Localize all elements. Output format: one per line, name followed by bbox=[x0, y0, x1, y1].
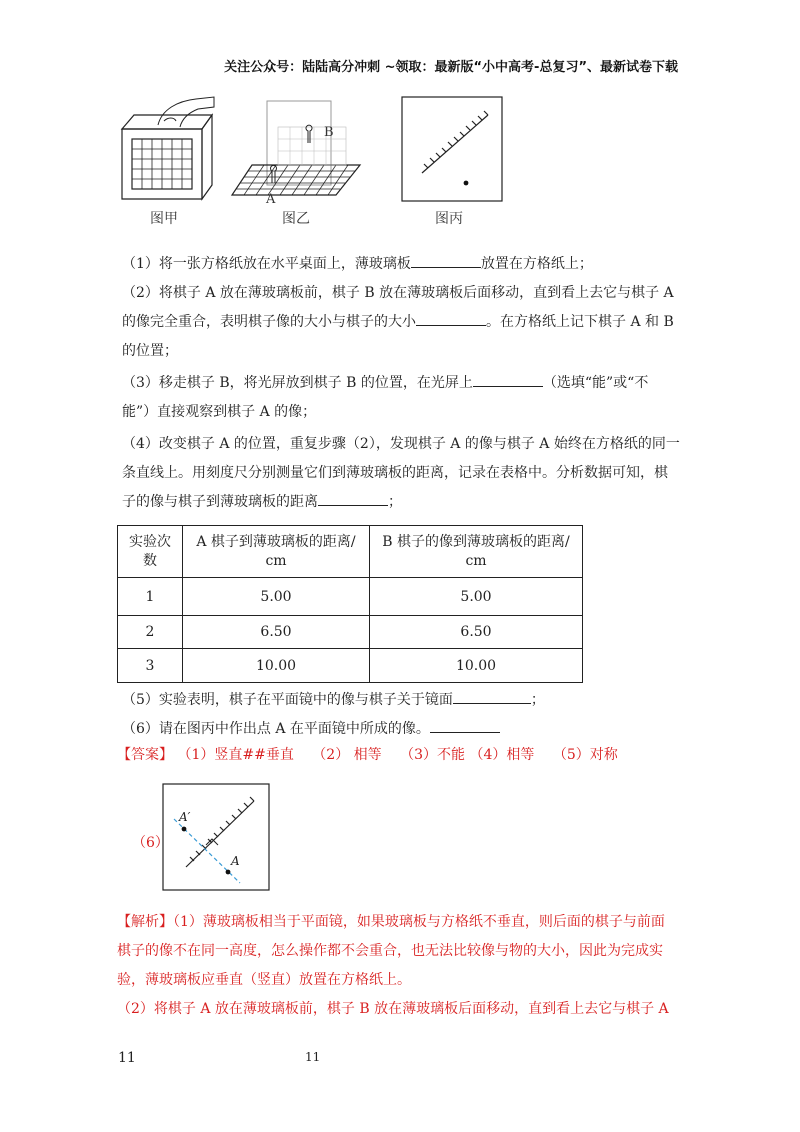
table-header-cell: A 棋子到薄玻璃板的距离/ cm bbox=[183, 526, 370, 578]
analysis-tag: 【解析】 bbox=[117, 914, 173, 930]
answer-6-label: （6） bbox=[132, 835, 169, 851]
table-cell: 6.50 bbox=[370, 616, 583, 649]
table-row bbox=[118, 578, 583, 616]
table-row bbox=[118, 616, 583, 649]
table-header-cell: B 棋子的像到薄玻璃板的距离/ cm bbox=[370, 526, 583, 578]
answer-blank bbox=[430, 717, 500, 733]
data-table bbox=[117, 525, 583, 683]
answer-blank bbox=[416, 310, 486, 326]
page-header: 关注公众号：陆陆高分冲刺 ~领取：最新版“小中高考-总复习”、最新试卷下载 bbox=[224, 60, 678, 75]
question-6: （6）请在图丙中作出点 A 在平面镜中所成的像。 bbox=[122, 715, 682, 744]
figure-yi-label-b: B bbox=[324, 125, 334, 140]
answer-tag: 【答案】 bbox=[117, 747, 173, 763]
answer-figure bbox=[162, 783, 272, 893]
table-row bbox=[118, 649, 583, 683]
figure-bing-caption: 图丙 bbox=[435, 211, 463, 227]
table-cell: 3 bbox=[118, 649, 183, 683]
table-cell: 10.00 bbox=[183, 649, 370, 683]
question-5: （5）实验表明，棋子在平面镜中的像与棋子关于镜面 ； bbox=[122, 686, 682, 715]
table-header-row bbox=[118, 526, 583, 578]
question-2: （2）将棋子 A 放在薄玻璃板前，棋子 B 放在薄玻璃板后面移动，直到看上去它与棋子 A 的像完全重合，表明棋子像的大小与棋子的大小 。在方格纸上记下棋子 A 和 B 的位置； bbox=[122, 285, 674, 359]
figure-yi bbox=[230, 97, 370, 209]
figure-bing bbox=[400, 95, 504, 203]
table-cell: 5.00 bbox=[183, 578, 370, 616]
table-cell: 10.00 bbox=[370, 649, 583, 683]
figure-yi-label-a: A bbox=[266, 192, 276, 207]
answer-figure-label-a: A bbox=[231, 854, 240, 868]
table-cell: 1 bbox=[118, 578, 183, 616]
figure-jia bbox=[118, 95, 218, 203]
answer-line: 【答案】 （1）竖直##垂直 （2） 相等 （3）不能 （4）相等 （5）对称 bbox=[117, 747, 618, 763]
question-4: （4）改变棋子 A 的位置，重复步骤（2），发现棋子 A 的像与棋子 A 始终在方格纸的同一 条直线上。用刻度尺分别测量它们到薄玻璃板的距离，记录在表格中。分析数据可知，棋 子的像与棋子到薄玻璃板的距离 ； bbox=[122, 436, 680, 510]
table-cell: 6.50 bbox=[183, 616, 370, 649]
figure-yi-caption: 图乙 bbox=[282, 211, 310, 227]
figure-row bbox=[110, 95, 510, 235]
answer-blank bbox=[473, 371, 543, 387]
analysis-block: 【解析】（1）薄玻璃板相当于平面镜，如果玻璃板与方格纸不垂直，则后面的棋子与前面 棋子的像不在同一高度，怎么操作都不会重合，也无法比较像与物的大小，因此为完成实 验，薄玻璃板应垂直（竖直）放置在方格纸上。 （2）将棋子 A 放在薄玻璃板前，棋子 B 放在薄玻璃板后面移动，直到看上去它与棋子 A bbox=[117, 914, 669, 1017]
page-number-center: 11 bbox=[305, 1050, 321, 1064]
table-cell: 5.00 bbox=[370, 578, 583, 616]
figure-jia-caption: 图甲 bbox=[150, 211, 178, 227]
question-1: （1）将一张方格纸放在水平桌面上，薄玻璃板 放置在方格纸上； bbox=[122, 250, 682, 279]
answer-blank bbox=[453, 688, 531, 704]
answer-figure-label-a-prime: A′ bbox=[179, 810, 191, 824]
answer-blank bbox=[411, 252, 481, 268]
table-header-cell: 实验次 数 bbox=[118, 526, 183, 578]
answer-blank bbox=[318, 490, 388, 506]
question-3: （3）移走棋子 B，将光屏放到棋子 B 的位置，在光屏上 （选填“能”或“不 能”）直接观察到棋子 A 的像； bbox=[122, 369, 682, 427]
page-number-left: 11 bbox=[118, 1050, 136, 1066]
table-cell: 2 bbox=[118, 616, 183, 649]
